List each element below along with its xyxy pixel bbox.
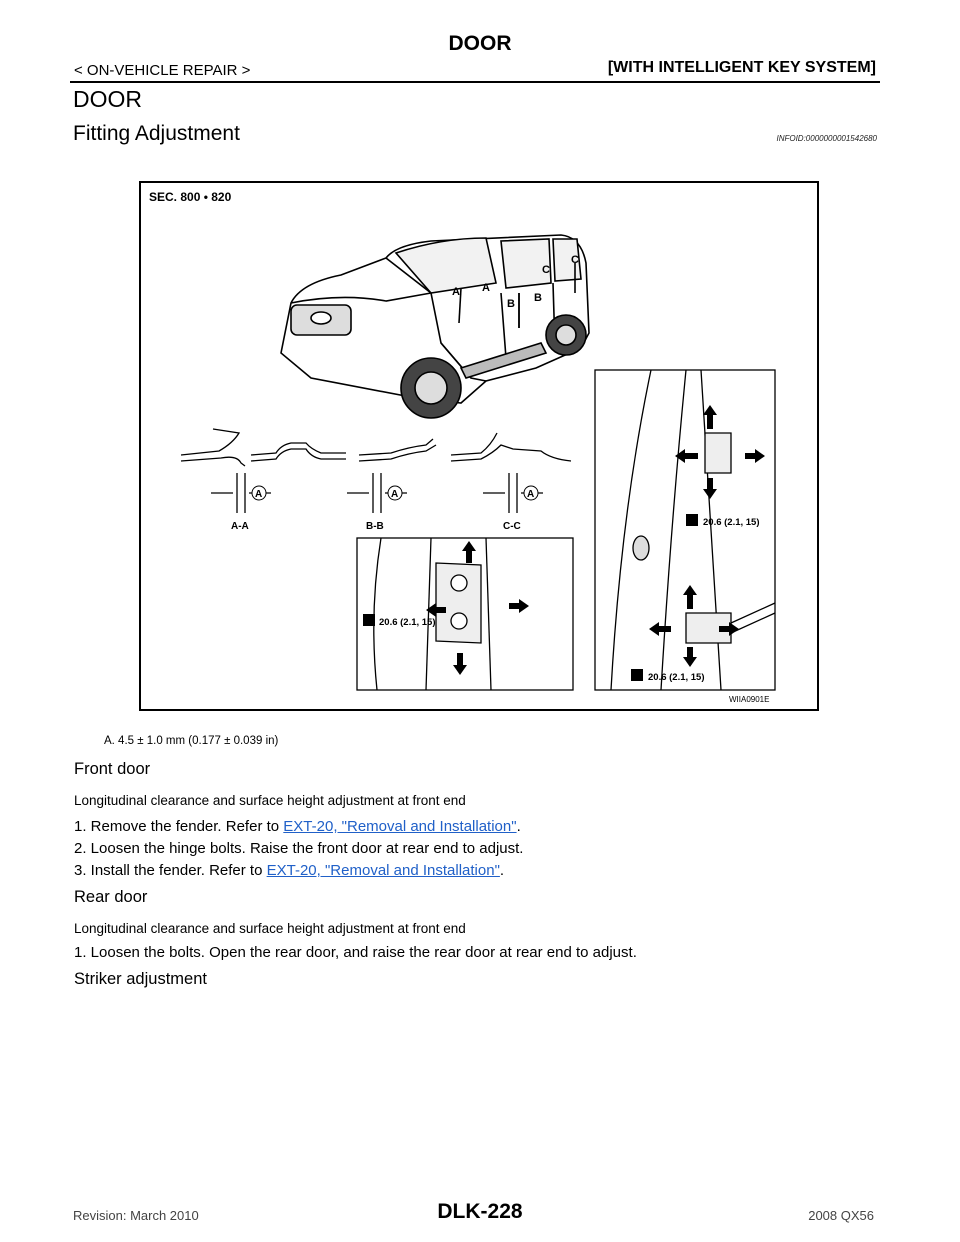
header-section-label: < ON-VEHICLE REPAIR > <box>74 62 251 79</box>
vehicle-illustration <box>281 235 589 418</box>
front-door-step-3 <box>74 862 504 879</box>
cross-section-profiles <box>181 429 571 513</box>
heading-striker-adjustment: Striker adjustment <box>74 970 207 988</box>
front-door-step-1 <box>74 818 521 835</box>
section-title: DOOR <box>73 86 142 112</box>
torque-rear-lower: 20.6 (2.1, 15) <box>648 672 705 683</box>
door-adjustment-figure <box>139 181 819 711</box>
torque-rear-upper: 20.6 (2.1, 15) <box>703 517 760 528</box>
front-door-step-1-end: . <box>516 818 521 835</box>
section-label-aa: A-A <box>231 521 249 532</box>
rear-door-intro: Longitudinal clearance and surface height adjustment at front end <box>74 921 466 936</box>
callout-c-1: C <box>542 264 550 276</box>
callout-b-1: B <box>507 298 515 310</box>
callout-c-2: C <box>571 254 579 266</box>
callout-a-2: A <box>482 282 490 294</box>
figure-id: WIIA0901E <box>729 695 770 704</box>
front-door-step-2: 2. Loosen the hinge bolts. Raise the front door at rear end to adjust. <box>74 840 524 857</box>
rear-hinge-detail <box>595 370 775 690</box>
front-door-step-3-text: 3. Install the fender. Refer to <box>74 862 267 879</box>
header-system-label: [WITH INTELLIGENT KEY SYSTEM] <box>607 59 876 76</box>
figure-caption: A. 4.5 ± 1.0 mm (0.177 ± 0.039 in) <box>104 735 279 747</box>
gap-label-bb: A <box>391 489 399 500</box>
callout-b-2: B <box>534 292 542 304</box>
heading-rear-door: Rear door <box>74 888 148 906</box>
subsection-title: Fitting Adjustment <box>73 122 240 145</box>
page-header-title: DOOR <box>448 32 512 55</box>
section-label-bb: B-B <box>366 521 384 532</box>
info-id: INFOID:0000000001542680 <box>776 134 877 143</box>
ext-20-link-1[interactable]: EXT-20, "Removal and Installation" <box>283 818 517 835</box>
heading-front-door: Front door <box>74 760 151 778</box>
front-hinge-detail <box>357 538 573 690</box>
callout-a-1: A <box>452 286 460 298</box>
footer-model: 2008 QX56 <box>808 1208 874 1223</box>
ext-20-link-2[interactable]: EXT-20, "Removal and Installation" <box>266 862 500 879</box>
gap-label-cc: A <box>527 489 535 500</box>
gap-label-aa: A <box>255 489 263 500</box>
front-door-step-3-end: . <box>499 862 505 879</box>
rear-door-step-1: 1. Loosen the bolts. Open the rear door, and raise the rear door at rear end to adjust. <box>74 944 637 961</box>
front-door-step-1-text: 1. Remove the fender. Refer to <box>74 818 284 835</box>
footer-revision: Revision: March 2010 <box>73 1208 199 1223</box>
front-door-intro: Longitudinal clearance and surface height adjustment at front end <box>74 793 466 808</box>
torque-front: 20.6 (2.1, 15) <box>379 617 436 628</box>
section-label-cc: C-C <box>503 521 521 532</box>
header-divider <box>70 81 880 83</box>
figure-section-label: SEC. 800 • 820 <box>149 190 232 204</box>
footer-page-number: DLK-228 <box>437 1200 523 1223</box>
